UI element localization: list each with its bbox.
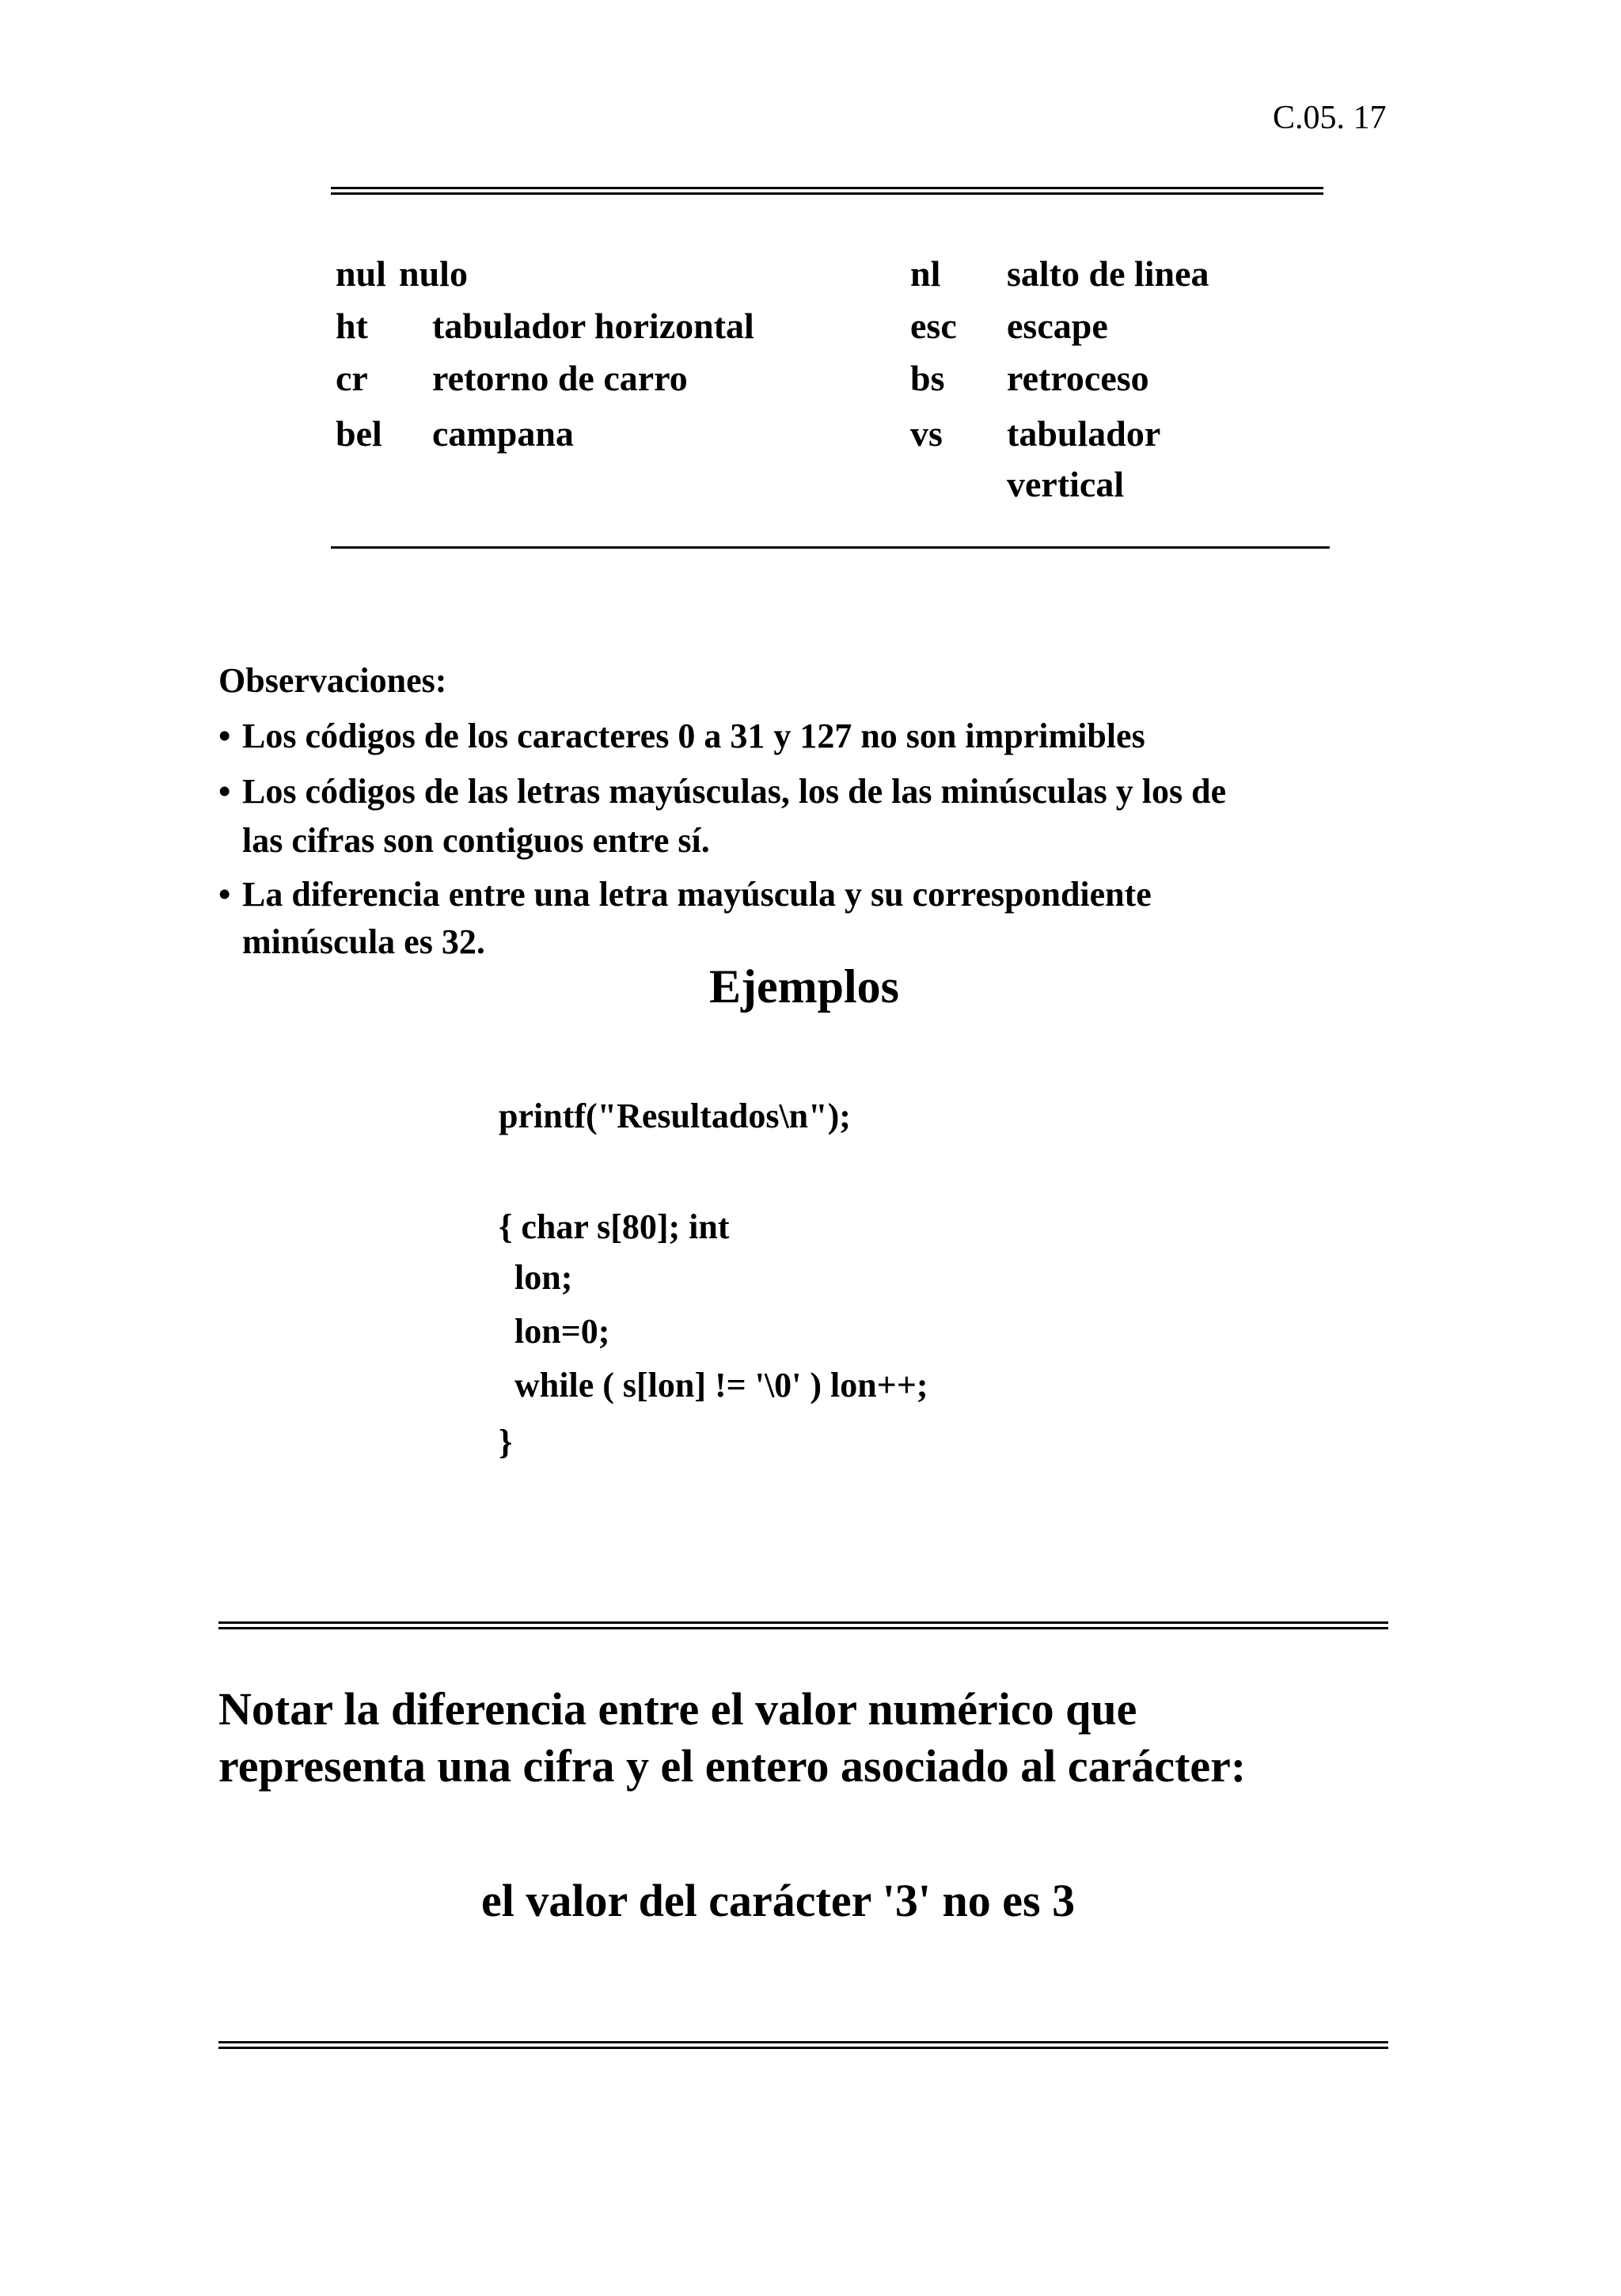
observacion-3-cont: minúscula es 32. — [242, 922, 485, 961]
nota-line-2: representa una cifra y el entero asociado al carácter: — [218, 1740, 1247, 1792]
table-desc-retorno: retorno de carro — [432, 358, 688, 398]
table-desc-vertical: vertical — [1007, 464, 1125, 504]
table-code-bel: bel — [336, 413, 382, 454]
observacion-1: Los códigos de los caracteres 0 a 31 y 127 no son imprimibles — [242, 717, 1145, 755]
page-number: C.05. 17 — [1273, 100, 1387, 136]
top-double-rule — [331, 187, 1323, 195]
table-desc-nulo: nulo — [399, 253, 468, 294]
observacion-2-cont: las cifras son contiguos entre sí. — [242, 821, 710, 860]
bullet-3: • — [218, 875, 231, 914]
table-desc-retroceso: retroceso — [1007, 358, 1149, 398]
observaciones-heading: Observaciones: — [218, 661, 447, 700]
bullet-2: • — [218, 772, 231, 811]
code-line-declaration: { char s[80]; int — [499, 1207, 730, 1246]
table-desc-tabulador: tabulador — [1007, 413, 1161, 454]
table-desc-escape: escape — [1007, 306, 1108, 346]
table-code-vs: vs — [910, 413, 943, 454]
table-code-esc: esc — [910, 306, 957, 346]
bullet-1: • — [218, 717, 231, 755]
table-code-ht: ht — [336, 306, 368, 346]
table-desc-campana: campana — [432, 413, 574, 454]
table-code-cr: cr — [336, 358, 368, 398]
ejemplos-title: Ejemplos — [709, 960, 899, 1013]
table-desc-salto: salto de linea — [1007, 253, 1209, 294]
observacion-3: La diferencia entre una letra mayúscula y su correspondiente — [242, 875, 1152, 914]
observacion-2: Los códigos de las letras mayúsculas, los de las minúsculas y los de — [242, 772, 1227, 811]
table-code-nl: nl — [910, 253, 941, 294]
nota-line-1: Notar la diferencia entre el valor numérico que — [218, 1683, 1137, 1735]
middle-double-rule — [218, 1621, 1388, 1629]
table-desc-tab-horizontal: tabulador horizontal — [432, 306, 754, 346]
bottom-double-rule — [218, 2041, 1388, 2049]
code-line-lon-init: lon=0; — [514, 1312, 610, 1351]
code-line-lon-decl: lon; — [514, 1258, 573, 1297]
table-bottom-rule — [331, 546, 1330, 549]
nota-line-3: el valor del carácter '3' no es 3 — [481, 1875, 1076, 1926]
code-line-printf: printf("Resultados\n"); — [499, 1097, 851, 1135]
code-line-while: while ( s[lon] != '\0' ) lon++; — [514, 1366, 928, 1405]
table-code-nul: nul — [336, 253, 386, 294]
code-line-close-brace: } — [499, 1423, 513, 1462]
table-code-bs: bs — [910, 358, 945, 398]
